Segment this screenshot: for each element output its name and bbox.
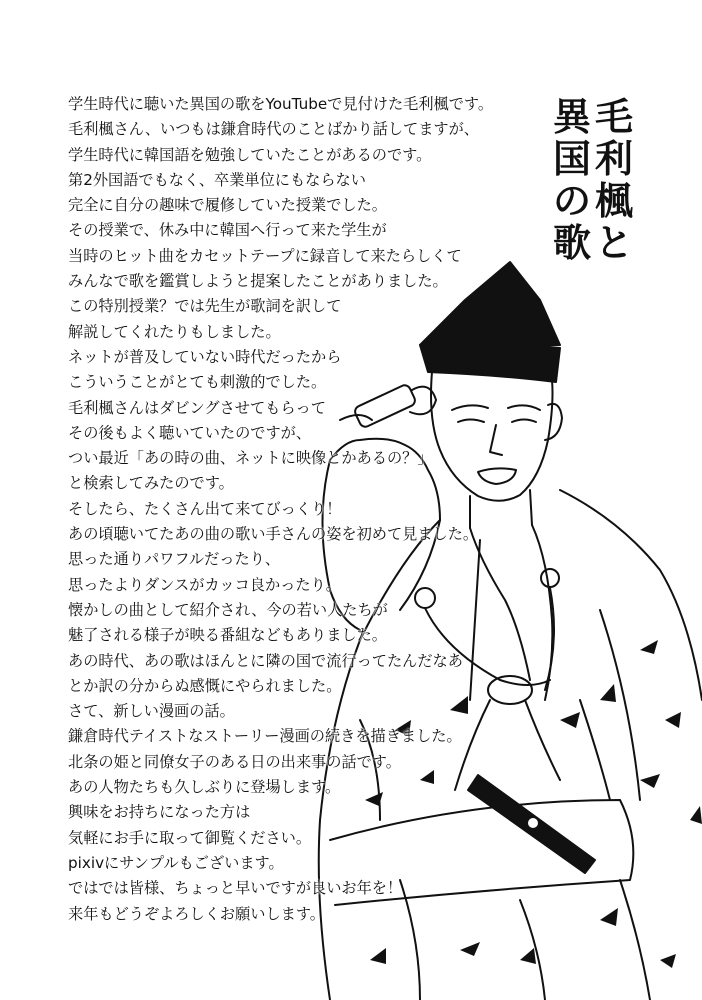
text-line: 思った通りパワフルだったり、 [68, 550, 281, 569]
text-line: あの頃聴いてたあの曲の歌い手さんの姿を初めて見ました。 [68, 525, 479, 544]
text-line: さて、新しい漫画の話。 [68, 702, 235, 721]
text-line: pixivにサンプルもございます。 [68, 853, 284, 872]
text-line: 解説してくれたりもしました。 [68, 322, 281, 341]
title-column-1 [595, 96, 633, 264]
text-line: こういうことがとても刺激的でした。 [68, 373, 327, 392]
title-char: 異 [553, 95, 592, 139]
text-line: あの時代、あの歌はほんとに隣の国で流行ってたんだなあ [68, 651, 463, 670]
title-char: 楓 [595, 179, 634, 223]
title-char: と [595, 221, 634, 265]
text-line: 毛利楓さんはダビングさせてもらって [68, 398, 326, 417]
text-line: 学生時代に聴いた異国の歌をYouTubeで見付けた毛利楓です。 [68, 95, 494, 113]
title-char: 国 [553, 137, 592, 181]
text-line: 学生時代に韓国語を勉強していたことがあるのです。 [68, 145, 432, 164]
text-line: みんなで歌を鑑賞しようと提案したことがありました。 [68, 272, 448, 291]
text-line: そしたら、たくさん出て来てびっくり！ [68, 499, 342, 518]
text-line: 当時のヒット曲をカセットテープに録音して来たらしくて [68, 246, 462, 265]
text-line: 魅了される様子が映る番組などもありました。 [68, 626, 387, 645]
text-line: 北条の姫と同僚女子のある日の出来事の話です。 [68, 752, 401, 771]
text-line: あの人物たちも久しぶりに登場します。 [68, 778, 341, 797]
essay-text [68, 92, 548, 927]
title-char: 歌 [553, 221, 592, 265]
text-line: とか訳の分からぬ感慨にやられました。 [68, 676, 342, 695]
text-line: 毛利楓さん、いつもは鎌倉時代のことばかり話してますが、 [68, 120, 479, 139]
text-line: 完全に自分の趣味で履修していた授業でした。 [68, 196, 387, 215]
title-char: の [553, 179, 592, 223]
title-vertical [553, 96, 633, 264]
text-line: 鎌倉時代テイストなストーリー漫画の続きを描きました。 [68, 727, 462, 746]
text-line: 第2外国語でもなく、卒業単位にもならない [68, 170, 366, 189]
text-line: 来年もどうぞよろしくお願いします。 [68, 904, 325, 923]
text-line: つい最近「あの時の曲、ネットに映像とかあるの？」 [68, 449, 433, 468]
text-line: この特別授業？では先生が歌詞を訳して [68, 297, 342, 316]
title-char: 利 [595, 137, 634, 181]
text-line: 興味をお持ちになった方は [68, 803, 251, 822]
text-line: と検索してみたのです。 [68, 474, 234, 493]
title-column-2 [553, 96, 591, 264]
title-char: 毛 [595, 95, 634, 139]
text-line: 思ったよりダンスがカッコ良かったり。 [68, 575, 341, 594]
text-line: ではでは皆様、ちょっと早いですが良いお年を！ [68, 879, 403, 898]
text-line: その授業で、休み中に韓国へ行って来た学生が [68, 221, 387, 240]
text-line: 懐かしの曲として紹介され、今の若い人たちが [68, 600, 388, 619]
text-line: ネットが普及していない時代だったから [68, 347, 342, 366]
text-line: その後もよく聴いていたのですが、 [68, 423, 311, 442]
text-line: 気軽にお手に取って御覧ください。 [68, 828, 311, 847]
